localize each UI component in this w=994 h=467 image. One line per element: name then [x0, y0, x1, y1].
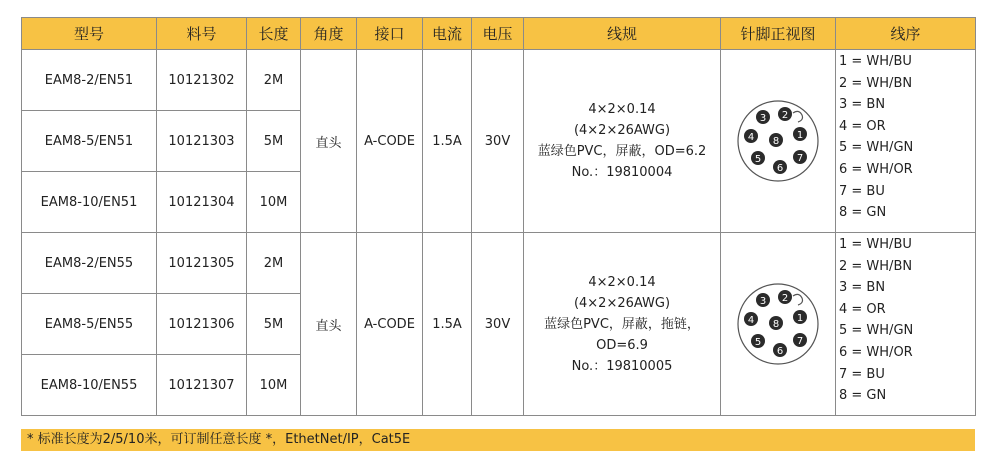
- pin-5: [751, 334, 765, 348]
- svg-text:3: 3: [759, 296, 767, 307]
- pin-sequence-cell: [836, 50, 976, 233]
- pin-sequence-line: 2 = WH/BN: [839, 75, 913, 91]
- svg-text:7: 7: [796, 336, 804, 347]
- voltage-cell: 30V: [472, 50, 524, 233]
- wire-gauge-line: No.：19810004: [571, 165, 673, 180]
- angle-cell: 直头: [301, 50, 357, 233]
- current-cell: 1.5A: [423, 233, 472, 416]
- wire-gauge-line: (4×2×26AWG): [573, 123, 671, 138]
- header-part: 料号: [157, 18, 247, 50]
- svg-text:2: 2: [781, 110, 789, 121]
- pin-2: [778, 107, 792, 121]
- header-length: 长度: [247, 18, 301, 50]
- length-cell: 10M: [247, 355, 301, 416]
- wire-gauge-cell: [524, 50, 721, 233]
- pin-sequence-line: 7 = BU: [839, 366, 885, 382]
- pin-8: [769, 133, 783, 147]
- length-cell: 5M: [247, 111, 301, 172]
- svg-text:6: 6: [776, 346, 784, 357]
- pin-sequence-cell: [836, 233, 976, 416]
- pin-sequence-line: 2 = WH/BN: [839, 258, 913, 274]
- pin-sequence-line: 6 = WH/OR: [839, 161, 913, 177]
- length-cell: 2M: [247, 233, 301, 294]
- pin-6: [773, 343, 787, 357]
- svg-text:1: 1: [796, 313, 804, 324]
- svg-text:3: 3: [759, 113, 767, 124]
- svg-text:1: 1: [796, 130, 804, 141]
- pin-sequence-line: 5 = WH/GN: [839, 140, 914, 156]
- svg-text:2: 2: [781, 293, 789, 304]
- svg-text:4: 4: [747, 315, 755, 326]
- pin-5: [751, 151, 765, 165]
- wire-gauge-line: No.：19810005: [571, 358, 673, 374]
- table-row: [22, 50, 976, 111]
- part-cell: 10121302: [157, 50, 247, 111]
- svg-text:6: 6: [776, 163, 784, 174]
- part-cell: 10121305: [157, 233, 247, 294]
- part-cell: 10121307: [157, 355, 247, 416]
- header-model: 型号: [22, 18, 157, 50]
- pin-sequence-line: 1 = WH/BU: [839, 237, 912, 252]
- wire-gauge-line: OD=6.9: [596, 337, 648, 353]
- model-cell: EAM8-10/EN51: [22, 172, 157, 233]
- pin-3: [756, 293, 770, 307]
- pin-1: [793, 310, 807, 324]
- pin-4: [744, 312, 758, 326]
- part-cell: 10121303: [157, 111, 247, 172]
- table-row: [22, 233, 976, 294]
- header-wire-gauge: 线规: [524, 18, 721, 50]
- pin-4: [744, 129, 758, 143]
- length-cell: 2M: [247, 50, 301, 111]
- pin-sequence-line: 5 = WH/GN: [839, 323, 914, 339]
- pin-sequence-line: 8 = GN: [839, 388, 887, 404]
- header-pin-view: 针脚正视图: [721, 18, 836, 50]
- header-row: [22, 18, 976, 50]
- wire-gauge-line: (4×2×26AWG): [573, 295, 671, 311]
- header-angle: 角度: [301, 18, 357, 50]
- svg-text:4: 4: [747, 132, 755, 143]
- voltage-cell: 30V: [472, 233, 524, 416]
- pin-1: [793, 127, 807, 141]
- svg-text:7: 7: [796, 153, 804, 164]
- header-pin-sequence: 线序: [836, 18, 976, 50]
- header-voltage: 电压: [472, 18, 524, 50]
- svg-text:8: 8: [772, 136, 780, 147]
- model-cell: EAM8-5/EN55: [22, 294, 157, 355]
- length-cell: 10M: [247, 172, 301, 233]
- pin-sequence-line: 4 = OR: [839, 118, 886, 134]
- pin-sequence-line: 4 = OR: [839, 301, 886, 317]
- angle-cell: 直头: [301, 233, 357, 416]
- wire-gauge-line: 蓝绿色PVC，屏蔽，拖链，: [544, 316, 700, 332]
- pin-sequence-line: 3 = BN: [839, 97, 886, 113]
- svg-text:8: 8: [772, 319, 780, 330]
- header-interface: 接口: [357, 18, 423, 50]
- model-cell: EAM8-2/EN55: [22, 233, 157, 294]
- pin-sequence-line: 1 = WH/BU: [839, 54, 912, 69]
- part-cell: 10121306: [157, 294, 247, 355]
- wire-gauge-cell: [524, 233, 721, 416]
- pin-sequence-line: 7 = BU: [839, 183, 885, 199]
- model-cell: EAM8-10/EN55: [22, 355, 157, 416]
- interface-cell: A-CODE: [357, 233, 423, 416]
- svg-text:5: 5: [754, 154, 762, 165]
- length-cell: 5M: [247, 294, 301, 355]
- pin-7: [793, 333, 807, 347]
- pin-2: [778, 290, 792, 304]
- pin-sequence-line: 6 = WH/OR: [839, 344, 913, 360]
- svg-text:5: 5: [754, 337, 762, 348]
- pin-8: [769, 316, 783, 330]
- pin-3: [756, 110, 770, 124]
- pin-7: [793, 150, 807, 164]
- model-cell: EAM8-2/EN51: [22, 50, 157, 111]
- part-cell: 10121304: [157, 172, 247, 233]
- header-current: 电流: [423, 18, 472, 50]
- model-cell: EAM8-5/EN51: [22, 111, 157, 172]
- wire-gauge-line: 蓝绿色PVC，屏蔽，OD=6.2: [537, 144, 707, 159]
- spec-table: [21, 17, 976, 416]
- connector-pin-diagram: [736, 282, 820, 366]
- pin-sequence-line: 8 = GN: [839, 205, 887, 221]
- wire-gauge-line: 4×2×0.14: [588, 102, 656, 117]
- pin-view-cell: [721, 233, 836, 416]
- pin-sequence-line: 3 = BN: [839, 280, 886, 296]
- current-cell: 1.5A: [423, 50, 472, 233]
- pin-6: [773, 160, 787, 174]
- pin-view-cell: [721, 50, 836, 233]
- connector-pin-diagram: [736, 99, 820, 183]
- interface-cell: A-CODE: [357, 50, 423, 233]
- footer-note: * 标准长度为2/5/10米，可订制任意长度 *，EthetNet/IP，Cat5E: [21, 429, 975, 451]
- wire-gauge-line: 4×2×0.14: [588, 274, 656, 290]
